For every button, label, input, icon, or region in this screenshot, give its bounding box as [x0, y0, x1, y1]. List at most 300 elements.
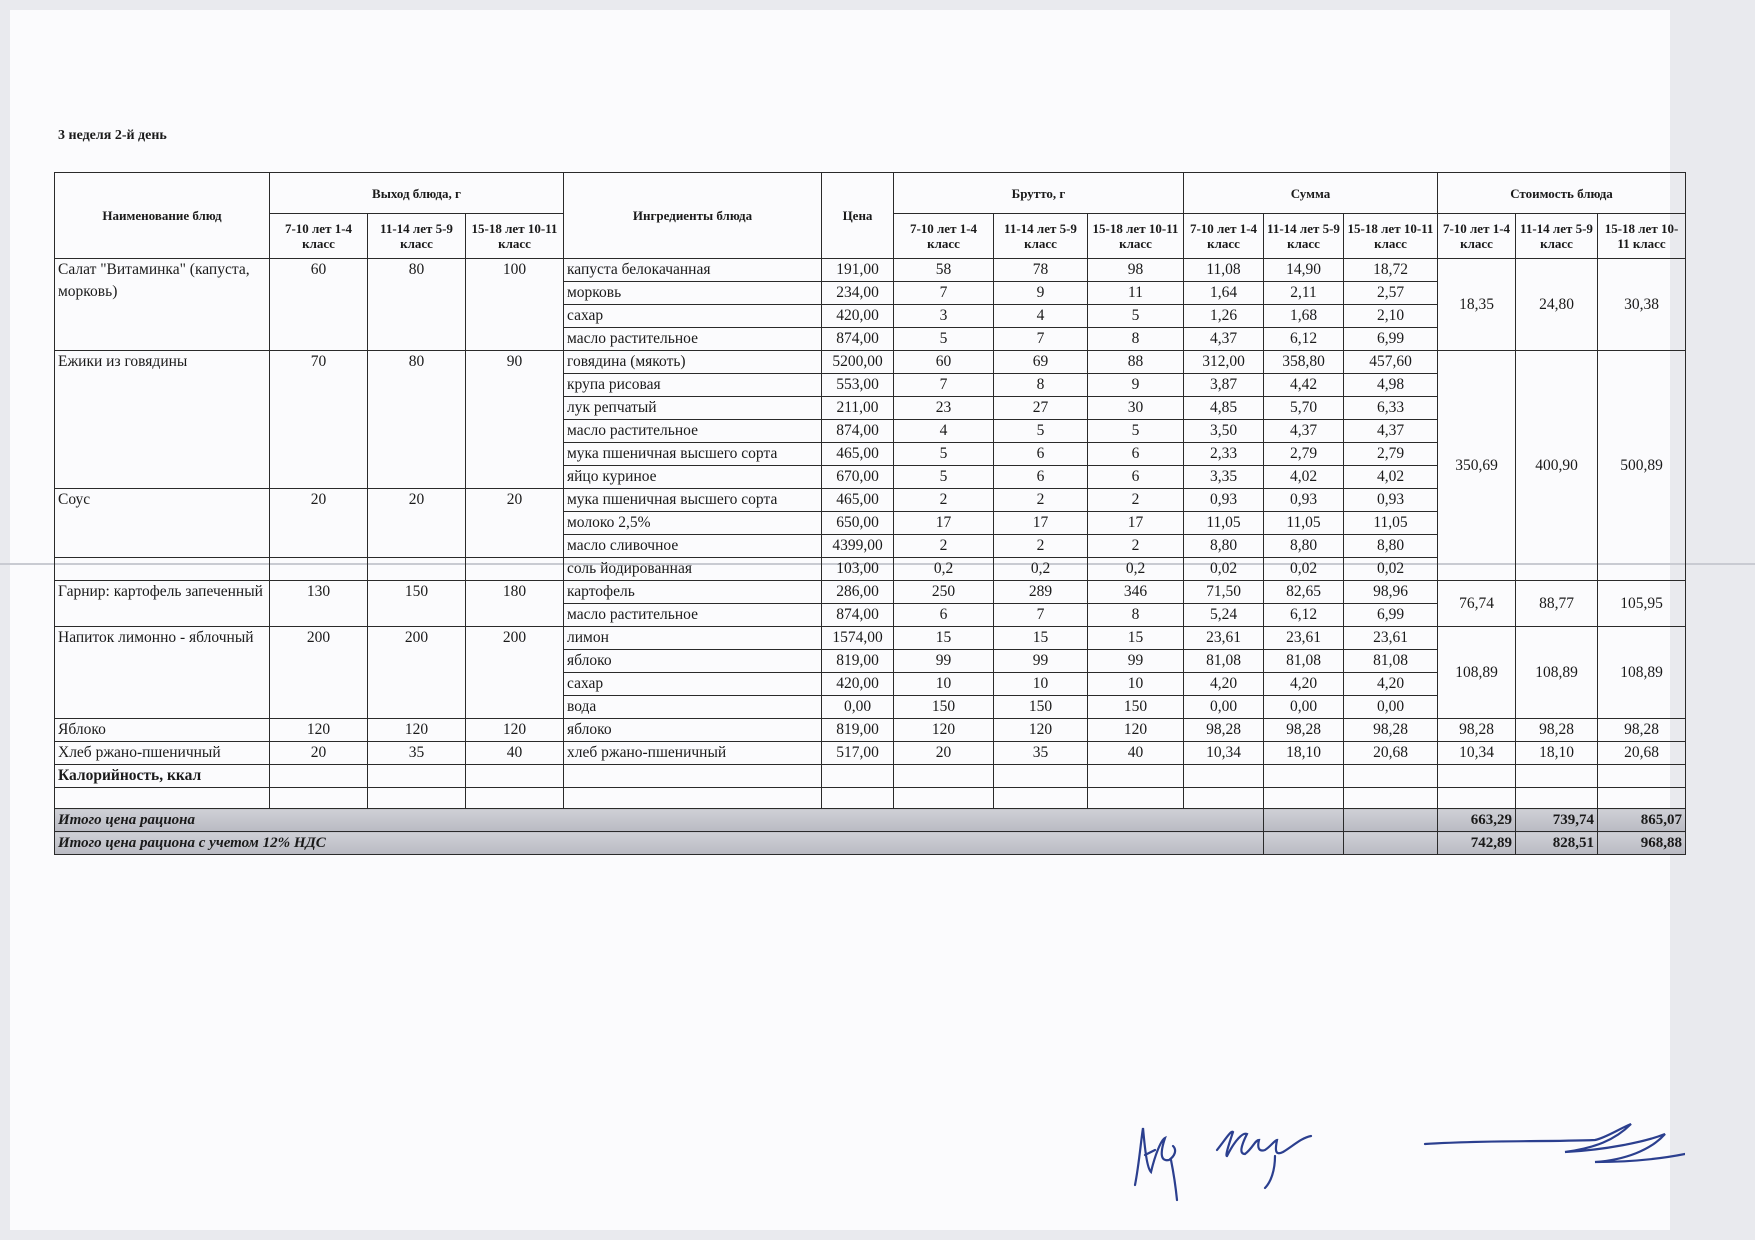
ingredient-gross: 120 [1088, 719, 1184, 742]
ingredient-name: сахар [564, 305, 822, 328]
ingredient-sum: 8,80 [1184, 535, 1264, 558]
ingredient-gross: 2 [994, 535, 1088, 558]
table-row [55, 259, 1686, 282]
dish-yield: 20 [270, 742, 368, 765]
header-sum-age-3: 15-18 лет 10-11 класс [1344, 214, 1438, 259]
header-gross: Брутто, г [894, 173, 1184, 214]
ingredient-sum: 2,10 [1344, 305, 1438, 328]
empty-cell [894, 788, 994, 809]
ingredient-name: яйцо куриное [564, 466, 822, 489]
header-cost-age-3: 15-18 лет 10-11 класс [1598, 214, 1686, 259]
empty-cell [1088, 788, 1184, 809]
dish-cost: 76,74 [1438, 581, 1516, 627]
dish-name: Гарнир: картофель запеченный [55, 581, 270, 627]
ingredient-gross: 5 [1088, 305, 1184, 328]
empty-cell [1438, 788, 1516, 809]
dish-name [55, 558, 270, 581]
ingredient-gross: 8 [1088, 328, 1184, 351]
ingredient-price: 553,00 [822, 374, 894, 397]
table-row [55, 719, 1686, 742]
header-cost-age-2: 11-14 лет 5-9 класс [1516, 214, 1598, 259]
ingredient-gross: 9 [1088, 374, 1184, 397]
total-row [55, 809, 1686, 832]
ingredient-sum: 0,02 [1184, 558, 1264, 581]
empty-cell [564, 788, 822, 809]
ingredient-gross: 10 [994, 673, 1088, 696]
ingredient-gross: 346 [1088, 581, 1184, 604]
dish-yield: 120 [270, 719, 368, 742]
ingredient-sum: 0,02 [1344, 558, 1438, 581]
dish-yield: 70 [270, 351, 368, 489]
header-sum-age-1: 7-10 лет 1-4 класс [1184, 214, 1264, 259]
ingredient-sum: 2,57 [1344, 282, 1438, 305]
ingredient-gross: 4 [994, 305, 1088, 328]
ingredient-price: 465,00 [822, 489, 894, 512]
ingredient-gross: 120 [994, 719, 1088, 742]
ingredient-gross: 5 [894, 328, 994, 351]
ingredient-sum: 4,37 [1344, 420, 1438, 443]
empty-cell [994, 765, 1088, 788]
dish-name: Соус [55, 489, 270, 558]
total-value: 739,74 [1516, 809, 1598, 832]
empty-cell [1516, 765, 1598, 788]
ingredient-sum: 5,24 [1184, 604, 1264, 627]
ingredient-name: масло сливочное [564, 535, 822, 558]
dish-cost: 108,89 [1598, 627, 1686, 719]
ingredient-sum: 82,65 [1264, 581, 1344, 604]
header-yield-age-1: 7-10 лет 1-4 класс [270, 214, 368, 259]
ingredient-gross: 150 [1088, 696, 1184, 719]
ingredient-name: масло растительное [564, 328, 822, 351]
ingredient-name: лук репчатый [564, 397, 822, 420]
header-gross-age-1: 7-10 лет 1-4 класс [894, 214, 994, 259]
ingredient-gross: 35 [994, 742, 1088, 765]
ingredient-sum: 98,96 [1344, 581, 1438, 604]
ingredient-gross: 11 [1088, 282, 1184, 305]
empty-cell [466, 788, 564, 809]
ingredient-gross: 17 [1088, 512, 1184, 535]
empty-cell [368, 765, 466, 788]
ingredient-gross: 10 [894, 673, 994, 696]
dish-yield: 120 [466, 719, 564, 742]
ingredient-gross: 30 [1088, 397, 1184, 420]
ingredient-sum: 81,08 [1184, 650, 1264, 673]
ingredient-sum: 6,99 [1344, 604, 1438, 627]
ingredient-gross: 78 [994, 259, 1088, 282]
ingredient-sum: 81,08 [1264, 650, 1344, 673]
ingredient-price: 0,00 [822, 696, 894, 719]
ingredient-sum: 11,05 [1344, 512, 1438, 535]
signature-1 [1135, 1128, 1177, 1200]
dish-yield: 120 [368, 719, 466, 742]
ingredient-gross: 15 [1088, 627, 1184, 650]
ingredient-gross: 23 [894, 397, 994, 420]
empty-cell [994, 788, 1088, 809]
header-price: Цена [822, 173, 894, 259]
ingredient-gross: 6 [894, 604, 994, 627]
ingredient-sum: 1,64 [1184, 282, 1264, 305]
dish-cost: 88,77 [1516, 581, 1598, 627]
total-value: 828,51 [1516, 832, 1598, 855]
ingredient-sum: 98,28 [1344, 719, 1438, 742]
empty-cell [1344, 765, 1438, 788]
ingredient-gross: 40 [1088, 742, 1184, 765]
empty-cell [55, 788, 270, 809]
ingredient-gross: 289 [994, 581, 1088, 604]
dish-name: Яблоко [55, 719, 270, 742]
ingredient-price: 420,00 [822, 673, 894, 696]
ingredient-gross: 7 [994, 328, 1088, 351]
ingredient-gross: 5 [894, 443, 994, 466]
empty-cell [1344, 788, 1438, 809]
empty-cell [1264, 788, 1344, 809]
dish-name: Ежики из говядины [55, 351, 270, 489]
ingredient-gross: 7 [994, 604, 1088, 627]
ingredient-sum: 457,60 [1344, 351, 1438, 374]
empty-cell [270, 765, 368, 788]
dish-yield [270, 558, 368, 581]
dish-name: Напиток лимонно - яблочный [55, 627, 270, 719]
ingredient-gross: 20 [894, 742, 994, 765]
empty-cell [1088, 765, 1184, 788]
ingredient-price: 650,00 [822, 512, 894, 535]
ingredient-gross: 0,2 [1088, 558, 1184, 581]
empty-cell [368, 788, 466, 809]
ingredient-sum: 1,68 [1264, 305, 1344, 328]
ingredient-gross: 69 [994, 351, 1088, 374]
ingredient-sum: 0,00 [1344, 696, 1438, 719]
dish-yield: 80 [368, 259, 466, 351]
header-sum: Сумма [1184, 173, 1438, 214]
ingredient-gross: 2 [1088, 489, 1184, 512]
ingredient-gross: 120 [894, 719, 994, 742]
signature-2 [1217, 1132, 1311, 1188]
ingredient-gross: 60 [894, 351, 994, 374]
dish-cost: 108,89 [1516, 627, 1598, 719]
empty-cell [1264, 765, 1344, 788]
ingredient-sum: 2,11 [1264, 282, 1344, 305]
ingredient-gross: 7 [894, 282, 994, 305]
ingredient-gross: 2 [1088, 535, 1184, 558]
ingredient-sum: 98,28 [1264, 719, 1344, 742]
table-row [55, 627, 1686, 650]
dish-yield: 35 [368, 742, 466, 765]
ingredient-price: 874,00 [822, 420, 894, 443]
ingredient-sum: 4,37 [1184, 328, 1264, 351]
dish-yield: 200 [466, 627, 564, 719]
ingredient-gross: 27 [994, 397, 1088, 420]
ingredient-sum: 4,85 [1184, 397, 1264, 420]
ingredient-gross: 8 [994, 374, 1088, 397]
ingredient-sum: 81,08 [1344, 650, 1438, 673]
empty-cell [1184, 788, 1264, 809]
dish-yield: 20 [466, 489, 564, 558]
ingredient-sum: 3,87 [1184, 374, 1264, 397]
signature-3 [1425, 1124, 1685, 1162]
empty-cell [1598, 788, 1686, 809]
empty-cell [564, 765, 822, 788]
ingredient-sum: 4,02 [1264, 466, 1344, 489]
ingredient-sum: 14,90 [1264, 259, 1344, 282]
header-gross-age-3: 15-18 лет 10-11 класс [1088, 214, 1184, 259]
ingredient-sum: 5,70 [1264, 397, 1344, 420]
ingredient-gross: 6 [994, 443, 1088, 466]
ingredient-sum: 4,20 [1344, 673, 1438, 696]
empty-cell [894, 765, 994, 788]
ingredient-name: яблоко [564, 719, 822, 742]
ingredient-sum: 18,72 [1344, 259, 1438, 282]
total-label: Итого цена рациона с учетом 12% НДС [55, 832, 1264, 855]
header-cost: Стоимость блюда [1438, 173, 1686, 214]
spacer-row [55, 788, 1686, 809]
dish-cost: 98,28 [1598, 719, 1686, 742]
ingredient-gross: 17 [894, 512, 994, 535]
ingredient-gross: 99 [994, 650, 1088, 673]
ingredient-price: 517,00 [822, 742, 894, 765]
ingredient-gross: 5 [994, 420, 1088, 443]
dish-yield: 80 [368, 351, 466, 489]
total-value: 865,07 [1598, 809, 1686, 832]
ingredient-gross: 2 [894, 535, 994, 558]
ingredient-price: 420,00 [822, 305, 894, 328]
page-title: 3 неделя 2-й день [58, 128, 167, 143]
ingredient-price: 5200,00 [822, 351, 894, 374]
ingredient-price: 670,00 [822, 466, 894, 489]
ingredient-name: хлеб ржано-пшеничный [564, 742, 822, 765]
ingredient-name: крупа рисовая [564, 374, 822, 397]
ingredient-gross: 150 [994, 696, 1088, 719]
dish-yield: 20 [270, 489, 368, 558]
dish-cost: 108,89 [1438, 627, 1516, 719]
ingredient-price: 819,00 [822, 650, 894, 673]
calories-row [55, 765, 1686, 788]
ingredient-sum: 11,05 [1184, 512, 1264, 535]
dish-yield [368, 558, 466, 581]
ingredient-name: морковь [564, 282, 822, 305]
ingredient-sum: 11,08 [1184, 259, 1264, 282]
ingredient-sum: 6,12 [1264, 328, 1344, 351]
empty-cell [1264, 832, 1344, 855]
dish-yield: 200 [368, 627, 466, 719]
ingredient-sum: 71,50 [1184, 581, 1264, 604]
ingredient-price: 874,00 [822, 328, 894, 351]
total-value: 742,89 [1438, 832, 1516, 855]
ingredient-sum: 4,37 [1264, 420, 1344, 443]
ingredient-sum: 4,02 [1344, 466, 1438, 489]
ingredient-sum: 0,93 [1344, 489, 1438, 512]
ingredient-sum: 6,33 [1344, 397, 1438, 420]
ingredient-sum: 2,33 [1184, 443, 1264, 466]
ingredient-sum: 1,26 [1184, 305, 1264, 328]
header-yield: Выход блюда, г [270, 173, 564, 214]
table-row [55, 581, 1686, 604]
ingredient-gross: 99 [1088, 650, 1184, 673]
dish-cost: 30,38 [1598, 259, 1686, 351]
ingredient-gross: 58 [894, 259, 994, 282]
ingredient-sum: 10,34 [1184, 742, 1264, 765]
dish-yield: 180 [466, 581, 564, 627]
table-row [55, 742, 1686, 765]
dish-yield: 100 [466, 259, 564, 351]
header-cost-age-1: 7-10 лет 1-4 класс [1438, 214, 1516, 259]
ingredient-gross: 98 [1088, 259, 1184, 282]
ingredient-gross: 15 [894, 627, 994, 650]
empty-cell [270, 788, 368, 809]
dish-yield: 130 [270, 581, 368, 627]
ingredient-name: мука пшеничная высшего сорта [564, 489, 822, 512]
ingredient-sum: 18,10 [1264, 742, 1344, 765]
ingredient-sum: 11,05 [1264, 512, 1344, 535]
dish-cost: 105,95 [1598, 581, 1686, 627]
ingredient-gross: 5 [894, 466, 994, 489]
ingredient-sum: 6,12 [1264, 604, 1344, 627]
ingredient-name: молоко 2,5% [564, 512, 822, 535]
empty-cell [1344, 832, 1438, 855]
ingredient-gross: 4 [894, 420, 994, 443]
ingredient-gross: 10 [1088, 673, 1184, 696]
ingredient-name: яблоко [564, 650, 822, 673]
signatures [1125, 1110, 1685, 1210]
dish-cost: 400,90 [1516, 351, 1598, 581]
ingredient-sum: 0,93 [1264, 489, 1344, 512]
empty-cell [822, 788, 894, 809]
empty-cell [1516, 788, 1598, 809]
table-row [55, 351, 1686, 374]
ingredient-sum: 2,79 [1264, 443, 1344, 466]
ingredient-price: 1574,00 [822, 627, 894, 650]
ingredient-gross: 2 [894, 489, 994, 512]
ingredient-gross: 88 [1088, 351, 1184, 374]
dish-cost: 98,28 [1516, 719, 1598, 742]
header-ingredients: Ингредиенты блюда [564, 173, 822, 259]
total-row [55, 832, 1686, 855]
ingredient-name: лимон [564, 627, 822, 650]
dish-yield: 200 [270, 627, 368, 719]
ingredient-price: 234,00 [822, 282, 894, 305]
ingredient-gross: 3 [894, 305, 994, 328]
ingredient-sum: 8,80 [1264, 535, 1344, 558]
ingredient-gross: 6 [1088, 466, 1184, 489]
dish-name: Салат "Витаминка" (капуста, морковь) [55, 259, 270, 351]
ingredient-gross: 5 [1088, 420, 1184, 443]
ingredient-sum: 98,28 [1184, 719, 1264, 742]
ingredient-sum: 2,79 [1344, 443, 1438, 466]
ingredient-sum: 0,00 [1264, 696, 1344, 719]
header-gross-age-2: 11-14 лет 5-9 класс [994, 214, 1088, 259]
menu-table [54, 172, 1686, 855]
ingredient-sum: 23,61 [1184, 627, 1264, 650]
empty-cell [1598, 765, 1686, 788]
ingredient-gross: 6 [994, 466, 1088, 489]
ingredient-price: 286,00 [822, 581, 894, 604]
ingredient-sum: 312,00 [1184, 351, 1264, 374]
empty-cell [1438, 765, 1516, 788]
ingredient-sum: 23,61 [1344, 627, 1438, 650]
dish-cost: 98,28 [1438, 719, 1516, 742]
ingredient-gross: 9 [994, 282, 1088, 305]
ingredient-gross: 250 [894, 581, 994, 604]
ingredient-name: соль йодированная [564, 558, 822, 581]
ingredient-price: 4399,00 [822, 535, 894, 558]
ingredient-price: 103,00 [822, 558, 894, 581]
total-value: 968,88 [1598, 832, 1686, 855]
ingredient-gross: 99 [894, 650, 994, 673]
ingredient-sum: 0,93 [1184, 489, 1264, 512]
dish-yield: 40 [466, 742, 564, 765]
ingredient-gross: 8 [1088, 604, 1184, 627]
dish-cost: 24,80 [1516, 259, 1598, 351]
calories-label: Калорийность, ккал [55, 765, 270, 788]
dish-yield: 20 [368, 489, 466, 558]
ingredient-price: 874,00 [822, 604, 894, 627]
dish-cost: 500,89 [1598, 351, 1686, 581]
header-sum-age-2: 11-14 лет 5-9 класс [1264, 214, 1344, 259]
empty-cell [466, 765, 564, 788]
ingredient-gross: 7 [894, 374, 994, 397]
ingredient-sum: 3,50 [1184, 420, 1264, 443]
empty-cell [1344, 809, 1438, 832]
total-value: 663,29 [1438, 809, 1516, 832]
ingredient-sum: 6,99 [1344, 328, 1438, 351]
ingredient-sum: 358,80 [1264, 351, 1344, 374]
ingredient-price: 191,00 [822, 259, 894, 282]
dish-yield [466, 558, 564, 581]
empty-cell [822, 765, 894, 788]
ingredient-gross: 15 [994, 627, 1088, 650]
ingredient-name: капуста белокачанная [564, 259, 822, 282]
ingredient-sum: 23,61 [1264, 627, 1344, 650]
empty-cell [1184, 765, 1264, 788]
dish-cost: 20,68 [1598, 742, 1686, 765]
dish-yield: 90 [466, 351, 564, 489]
ingredient-price: 819,00 [822, 719, 894, 742]
ingredient-gross: 150 [894, 696, 994, 719]
ingredient-name: мука пшеничная высшего сорта [564, 443, 822, 466]
dish-cost: 18,35 [1438, 259, 1516, 351]
ingredient-name: вода [564, 696, 822, 719]
ingredient-sum: 8,80 [1344, 535, 1438, 558]
ingredient-gross: 6 [1088, 443, 1184, 466]
ingredient-gross: 0,2 [994, 558, 1088, 581]
dish-yield: 60 [270, 259, 368, 351]
ingredient-gross: 17 [994, 512, 1088, 535]
ingredient-sum: 20,68 [1344, 742, 1438, 765]
empty-cell [1264, 809, 1344, 832]
ingredient-name: масло растительное [564, 420, 822, 443]
ingredient-price: 211,00 [822, 397, 894, 420]
ingredient-name: сахар [564, 673, 822, 696]
dish-name: Хлеб ржано-пшеничный [55, 742, 270, 765]
ingredient-sum: 4,20 [1264, 673, 1344, 696]
ingredient-gross: 2 [994, 489, 1088, 512]
header-yield-age-3: 15-18 лет 10-11 класс [466, 214, 564, 259]
ingredient-sum: 4,20 [1184, 673, 1264, 696]
header-yield-age-2: 11-14 лет 5-9 класс [368, 214, 466, 259]
total-label: Итого цена рациона [55, 809, 1264, 832]
ingredient-sum: 0,02 [1264, 558, 1344, 581]
ingredient-sum: 0,00 [1184, 696, 1264, 719]
dish-cost: 18,10 [1516, 742, 1598, 765]
ingredient-name: картофель [564, 581, 822, 604]
ingredient-name: масло растительное [564, 604, 822, 627]
ingredient-sum: 3,35 [1184, 466, 1264, 489]
ingredient-gross: 0,2 [894, 558, 994, 581]
dish-cost: 350,69 [1438, 351, 1516, 581]
ingredient-name: говядина (мякоть) [564, 351, 822, 374]
ingredient-price: 465,00 [822, 443, 894, 466]
ingredient-sum: 4,42 [1264, 374, 1344, 397]
ingredient-sum: 4,98 [1344, 374, 1438, 397]
